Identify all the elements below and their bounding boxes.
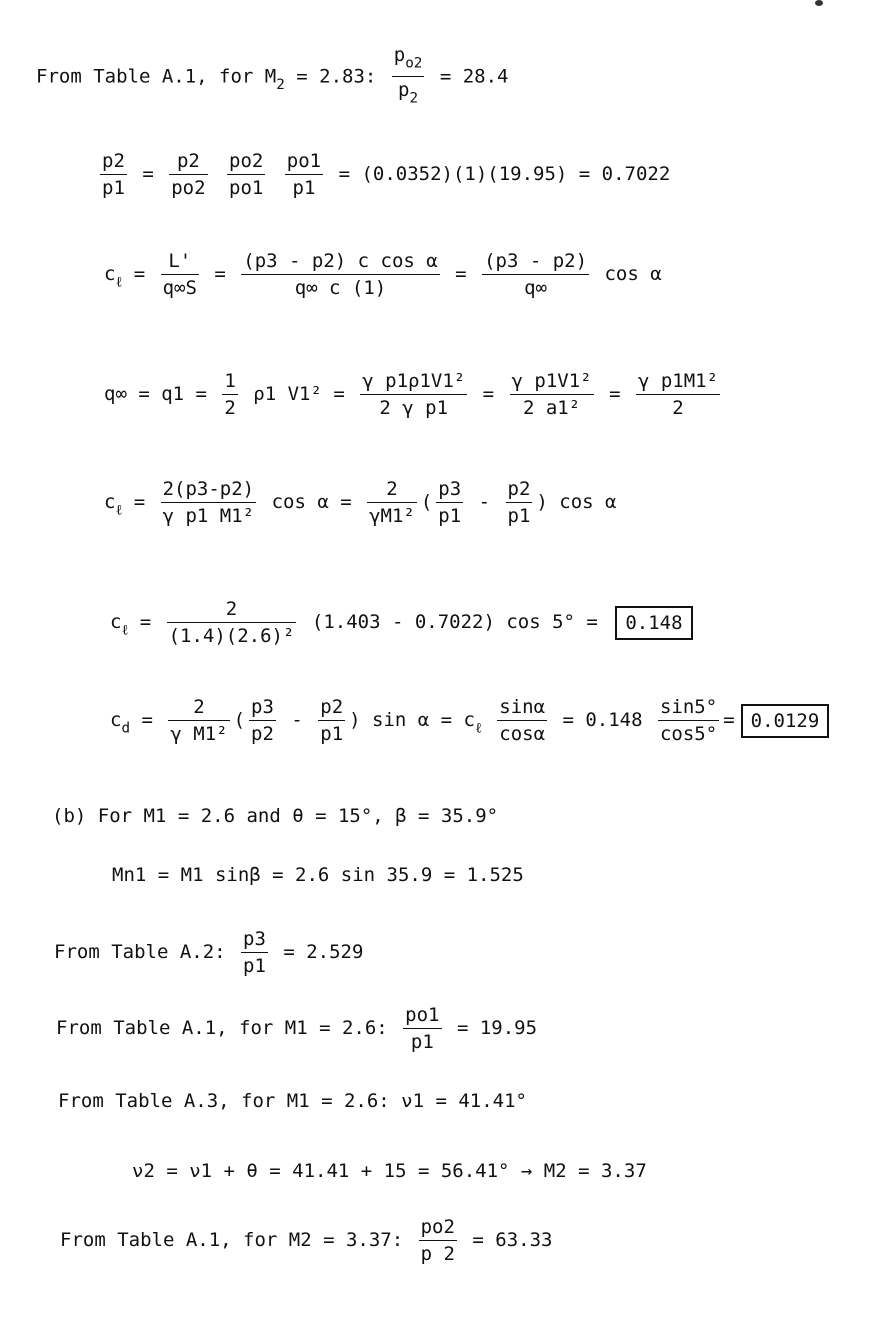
denominator: p2 [251, 723, 274, 745]
numerator: L' [161, 250, 199, 275]
fraction [249, 696, 276, 745]
subscript: ℓ [121, 622, 129, 639]
line-pressure-ratio: $\frac{p2}{p1}$ = $\frac{p2}{po2}$ $\frac{po2}{po1}$ $\frac{po1}{p1}$ = (0.0352)(1)(19.95) = 0.7022 [102, 150, 671, 199]
fraction [168, 696, 229, 745]
fraction [161, 478, 257, 527]
denominator: q∞S [162, 277, 197, 299]
numerator: p2 [318, 696, 345, 721]
denominator: p1 [243, 955, 266, 977]
denominator: po1 [229, 177, 264, 199]
line-prandtl-meyer [132, 1160, 647, 1182]
fraction [436, 478, 463, 527]
denominator: p1 [292, 177, 316, 199]
numerator: p2 [169, 150, 207, 175]
subscript: o2 [405, 55, 423, 72]
text: cos α [593, 263, 662, 285]
fraction [360, 370, 467, 419]
numerator: 2 [167, 598, 297, 623]
denominator: 2 [224, 397, 236, 419]
denominator: p1 [320, 723, 344, 745]
fraction [227, 150, 265, 199]
text: c [110, 611, 122, 633]
subscript: ℓ [115, 502, 123, 519]
numerator: p2 [100, 150, 127, 175]
text: = 63.33 [460, 1229, 553, 1251]
denominator: q∞ c (1) [294, 277, 387, 299]
text: = 28.4 [439, 65, 509, 88]
line-dynamic-pressure: q∞ = q1 = $\frac{1}{2}$ ρ1 V1² = $\frac{\text{γ p1ρ1V1²}}{\text{2 γ p1}}$ = $\frac{\text{γ p1V1²}}{\text{2 a1²}}$ = $\frac{\text{γ p1M1²}}{2}$ [104, 370, 719, 419]
line-cl-result: $c_\ell$ = $\frac{2}{\text{(1.4)(2.6)²}}$ (1.403 - 0.7022) cos 5° = 0.148 [110, 598, 693, 647]
text: cos α = [260, 491, 364, 513]
boxed-answer-cl: 0.148 [615, 606, 692, 640]
ink-speck [815, 0, 823, 6]
text: c [104, 263, 116, 285]
denominator: p [398, 79, 410, 102]
denominator: γM1² [369, 505, 415, 527]
line-table-a3 [58, 1090, 527, 1112]
denominator: cosα [499, 723, 546, 745]
fraction [167, 598, 297, 647]
text: From Table A.3, for M1 = 2.6: ν1 = 41.41° [58, 1090, 527, 1112]
fraction [241, 928, 268, 977]
text: = 2.529 [271, 941, 364, 963]
denominator: p1 [438, 505, 462, 527]
text: c [104, 491, 116, 513]
line-table-a1-m1-26 [56, 1004, 537, 1053]
text: (b) For M1 = 2.6 and θ = 15°, β = 35.9° [52, 805, 499, 827]
numerator: p2 [506, 478, 533, 503]
text: q∞ = q1 = [104, 383, 219, 405]
fraction [161, 250, 199, 299]
numerator: p3 [241, 928, 268, 953]
text: From Table A.1, for M1 = 2.6: [56, 1017, 400, 1039]
fraction [169, 150, 207, 199]
numerator: 1 [222, 370, 237, 395]
denominator: p1 [507, 505, 531, 527]
denominator: 2 a1² [522, 397, 581, 419]
text: = 2.83: [284, 65, 388, 88]
fraction [506, 478, 533, 527]
text: From Table A.1, for M2 = 3.37: [60, 1229, 415, 1251]
text: (1.403 - 0.7022) cos 5° = [300, 611, 610, 633]
subscript: ℓ [115, 274, 123, 291]
fraction [100, 150, 127, 199]
line-table-a2 [54, 928, 363, 977]
numerator: γ p1V1² [510, 370, 594, 395]
subscript: 2 [409, 90, 419, 107]
line-part-b [52, 805, 498, 827]
numerator: 2 [168, 696, 229, 721]
text: From Table A.2: [54, 941, 238, 963]
denominator: p1 [410, 1031, 434, 1053]
numerator: γ p1M1² [636, 370, 720, 395]
line-table-a1-m2-337 [60, 1216, 552, 1265]
subscript: ℓ [474, 720, 482, 737]
fraction [419, 1216, 457, 1265]
fraction [318, 696, 345, 745]
fraction [658, 696, 719, 745]
fraction [222, 370, 237, 419]
numerator: γ p1ρ1V1² [360, 370, 467, 395]
numerator: po1 [403, 1004, 441, 1029]
line-table-a1-m2-283 [36, 44, 508, 110]
numerator: sin5° [658, 696, 719, 721]
text: Mn1 = M1 sinβ = 2.6 sin 35.9 = 1.525 [112, 864, 524, 886]
fraction [482, 250, 589, 299]
line-lift-coefficient-def: $c_\ell$ = $\frac{L'}{q\infty S}$ = $\frac{\text{(p3 - p2) c cos α}}{q\infty c (1)}$ = $\frac{(p3 - p2)}{q\infty}$ cos α [104, 250, 662, 299]
denominator: q∞ [524, 277, 547, 299]
numerator: (p3 - p2) [482, 250, 589, 275]
numerator: po2 [227, 150, 265, 175]
denominator: 2 [672, 397, 684, 419]
fraction [403, 1004, 441, 1053]
numerator: 2 [367, 478, 417, 503]
fraction [392, 44, 425, 110]
numerator: (p3 - p2) c cos α [241, 250, 439, 275]
text: ρ1 V1² [253, 383, 322, 405]
subscript: 2 [276, 76, 285, 93]
denominator: (1.4)(2.6)² [168, 625, 295, 647]
numerator: 2(p3-p2) [161, 478, 257, 503]
text: = (0.0352)(1)(19.95) = 0.7022 [338, 163, 671, 185]
line-lift-coefficient-expanded: $c_\ell$ = $\frac{2(p3-p2)}{\text{γ p1 M1²}}$ cos α = $\frac{2}{\text{γM1²}}$ ( $\frac{p3}{p1}$ - $\frac{p2}{p1}$ ) cos α [104, 478, 617, 527]
fraction [241, 250, 439, 299]
denominator: p 2 [420, 1243, 455, 1265]
line-normal-mach [112, 864, 524, 886]
text: ) cos α [536, 491, 617, 513]
text: = 0.148 [551, 709, 654, 731]
numerator: po2 [419, 1216, 457, 1241]
denominator: γ M1² [170, 723, 228, 745]
text: ) sin α = c [349, 709, 475, 731]
numerator: p3 [436, 478, 463, 503]
line-cd-result: $c_d$ = $\frac{2}{\text{γ M1²}}$ ( $\frac{p3}{p2}$ - $\frac{p2}{p1}$ ) $\sin \alpha = c_\ell$ $\frac{\sin\alpha}{\cos\alpha}$ = 0.148 $\frac{\sin 5^\circ}{\cos 5^\circ}$ = 0.0129 [110, 696, 829, 745]
denominator: 2 γ p1 [379, 397, 449, 419]
denominator: γ p1 M1² [162, 505, 255, 527]
fraction [636, 370, 720, 419]
boxed-answer-cd: 0.0129 [741, 704, 830, 738]
text: From Table A.1, for M [36, 65, 277, 88]
denominator: cos5° [659, 723, 718, 745]
text: = 19.95 [445, 1017, 538, 1039]
fraction [510, 370, 594, 419]
numerator: p [393, 44, 406, 66]
subscript: d [121, 720, 131, 737]
text: ν2 = ν1 + θ = 41.41 + 15 = 56.41° → M2 = 3.37 [132, 1160, 647, 1182]
denominator: p1 [102, 177, 125, 199]
denominator: po2 [171, 177, 206, 199]
numerator: sinα [497, 696, 547, 721]
fraction [367, 478, 417, 527]
numerator: po1 [285, 150, 323, 175]
numerator: p3 [249, 696, 276, 721]
fraction [497, 696, 547, 745]
fraction [285, 150, 323, 199]
text: c [110, 709, 122, 731]
